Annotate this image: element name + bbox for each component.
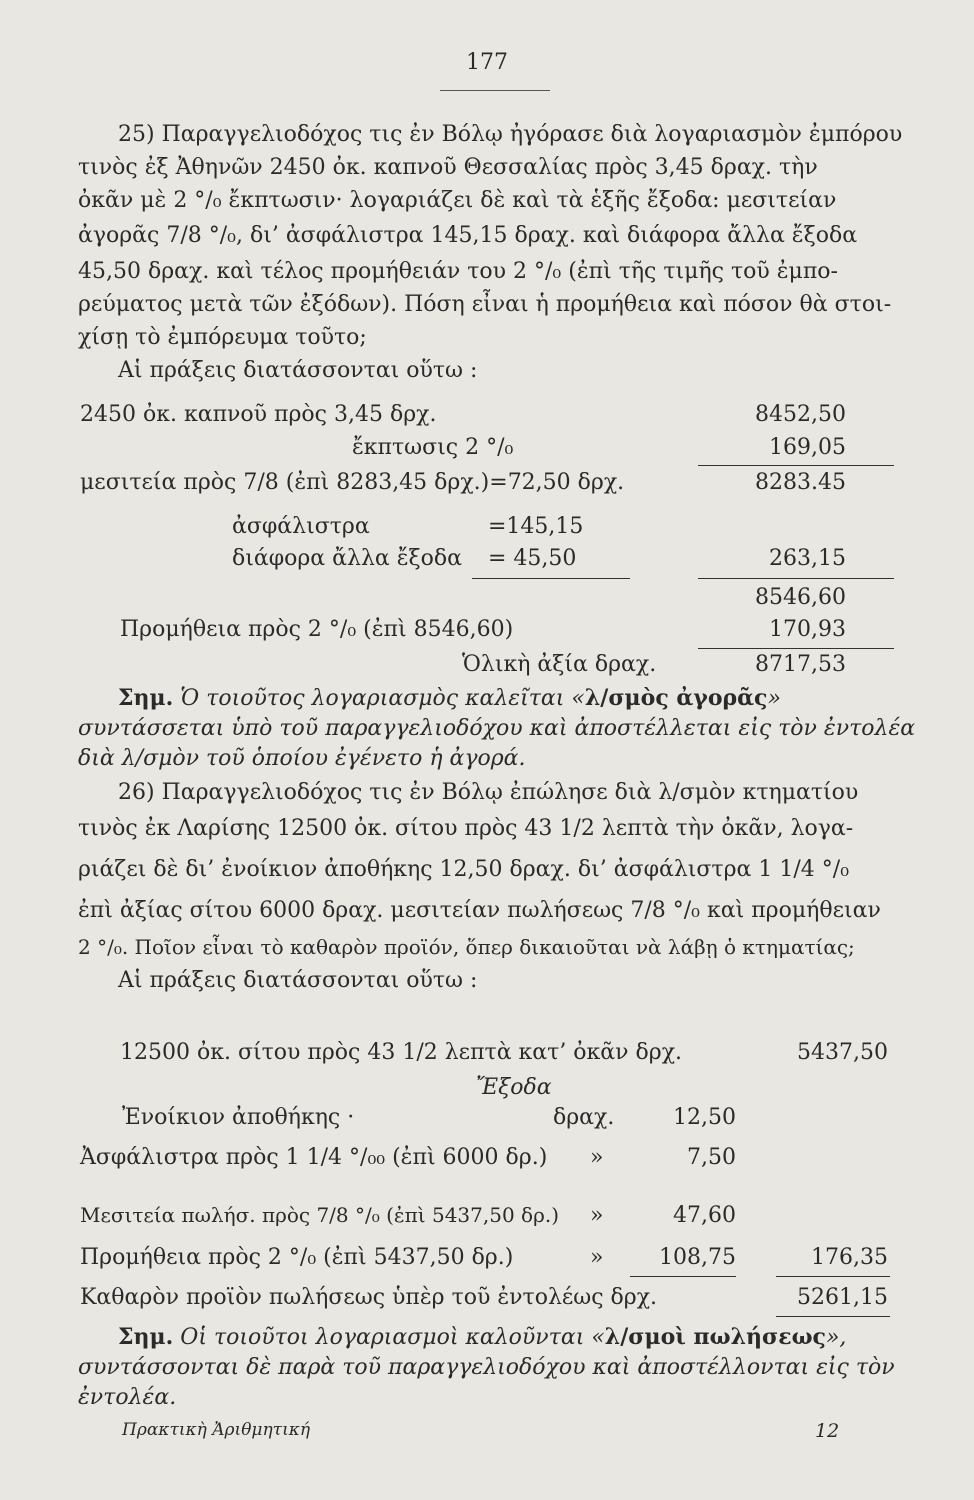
calc26-row6-label: Καθαρὸν προϊὸν πωλήσεως ὑπὲρ τοῦ ἐντολέως δρχ. <box>80 1285 658 1310</box>
text-line: Αἱ πράξεις διατάσσονται οὕτω : <box>118 968 478 993</box>
calc25-row3-label: μεσιτεία πρὸς 7/8 (ἐπὶ 8283,45 δρχ.)=72,50 δρχ. <box>80 470 625 495</box>
sum-rule <box>776 1316 890 1317</box>
note-line: διὰ λ/σμὸν τοῦ ὁποίου ἐγένετο ἡ ἀγορά. <box>78 746 526 771</box>
note-2-term: λ/σμοὶ πωλήσεως <box>604 1324 826 1350</box>
calc25-row1-label: 2450 ὀκ. καπνοῦ πρὸς 3,45 δρχ. <box>80 402 437 427</box>
footer-signature: Πρακτικὴ Ἀριθμητική <box>122 1420 311 1440</box>
calc26-row3-value: 7,50 <box>687 1145 736 1170</box>
note-1 <box>78 683 916 774</box>
calc25-row7-value: 170,93 <box>769 617 846 642</box>
calc25-row5-value: 263,15 <box>769 546 846 571</box>
text-line: χίσῃ τὸ ἐμπόρευμα τοῦτο; <box>78 325 367 350</box>
problem-26-text <box>78 776 898 997</box>
footer-sheet-number: 12 <box>815 1420 840 1442</box>
calc25-row5-mid: = 45,50 <box>488 546 577 571</box>
text-line: ἐπὶ ἀξίας σίτου 6000 δραχ. μεσιτείαν πωλήσεως 7/8 °/₀ καὶ προμήθειαν <box>78 898 881 923</box>
text-line: 2 °/₀. Ποῖον εἶναι τὸ καθαρὸν προϊόν, ὅπερ δικαιοῦται νὰ λάβῃ ὁ κτηματίας; <box>78 935 855 959</box>
note-line: συντάσσεται ὑπὸ τοῦ παραγγελιοδόχου καὶ ἀποστέλλεται εἰς τὸν ἐντολέα <box>78 716 916 741</box>
calc25-row8-value: 8717,53 <box>755 652 846 677</box>
text-line: ὀκᾶν μὲ 2 °/₀ ἔκπτωσιν· λογαριάζει δὲ καὶ τὰ ἑξῆς ἔξοδα: μεσιτείαν <box>78 188 837 213</box>
note-2-lead: Σημ. <box>118 1324 174 1350</box>
calc26-row4-value: 47,60 <box>673 1203 736 1228</box>
calc25-row3-value: 8283.45 <box>755 470 846 495</box>
calc25-row7-label: Προμήθεια πρὸς 2 °/₀ (ἐπὶ 8546,60) <box>120 617 514 642</box>
sum-rule <box>776 1276 890 1277</box>
sum-rule <box>698 578 894 579</box>
page-number-rule <box>440 90 550 91</box>
text-line: τινὸς ἐκ Λαρίσης 12500 ὀκ. σίτου πρὸς 43 1/2 λεπτὰ τὴν ὀκᾶν, λογα- <box>78 816 854 841</box>
text-line: 25) Παραγγελιοδόχος τις ἐν Βόλῳ ἠγόρασε διὰ λογαριασμὸν ἐμπόρου <box>118 122 903 147</box>
calc25-row4-mid: =145,15 <box>488 514 584 539</box>
calc26-row5-unit: » <box>590 1245 604 1270</box>
note-1-close: » <box>767 686 781 711</box>
calc26-row5-label: Προμήθεια πρὸς 2 °/₀ (ἐπὶ 5437,50 δρ.) <box>80 1245 514 1270</box>
calc26-row1-value: 5437,50 <box>797 1040 888 1065</box>
calc25-row5-label: διάφορα ἄλλα ἔξοδα <box>232 546 463 571</box>
page-number: 177 <box>466 50 508 75</box>
text-line: 45,50 δραχ. καὶ τέλος προμήθειάν του 2 °/₀ (ἐπὶ τῆς τιμῆς τοῦ ἐμπο- <box>78 259 838 284</box>
calc26-row2-value: 12,50 <box>673 1105 736 1130</box>
note-1-lead: Σημ. <box>118 685 174 711</box>
sum-rule <box>698 465 894 466</box>
text-line: τινὸς ἐξ Ἀθηνῶν 2450 ὀκ. καπνοῦ Θεσσαλίας πρὸς 3,45 δραχ. τὴν <box>78 155 818 180</box>
calc25-row6-value: 8546,60 <box>755 585 846 610</box>
calc26-row1-label: 12500 ὀκ. σίτου πρὸς 43 1/2 λεπτὰ κατ’ ὀκᾶν δρχ. <box>120 1040 683 1065</box>
problem-25-text <box>78 118 903 387</box>
note-1-term: λ/σμὸς ἀγορᾶς <box>584 685 768 711</box>
note-2-close: », <box>825 1325 847 1350</box>
text-line: ρεύματος μετὰ τῶν ἐξόδων). Πόση εἶναι ἡ προμήθεια καὶ πόσον θὰ στοι- <box>78 292 892 317</box>
calc25-row8-label: Ὁλικὴ ἀξία δραχ. <box>462 652 657 677</box>
note-2 <box>78 1322 898 1413</box>
calc26-row4-unit: » <box>590 1203 604 1228</box>
calc26-row6-value: 5261,15 <box>797 1285 888 1310</box>
calc26-exoda-heading: Ἔξοδα <box>476 1075 552 1100</box>
text-line: 26) Παραγγελιοδόχος τις ἐν Βόλῳ ἐπώλησε διὰ λ/σμὸν κτηματίου <box>118 780 859 805</box>
note-1-text: Ὁ τοιοῦτος λογαριασμὸς καλεῖται « <box>173 686 585 711</box>
calc25-row1-value: 8452,50 <box>755 402 846 427</box>
calc26-row3-unit: » <box>590 1145 604 1170</box>
calc25-row4-label: ἀσφάλιστρα <box>232 514 370 539</box>
calc26-row4-label: Μεσιτεία πωλήσ. πρὸς 7/8 °/₀ (ἐπὶ 5437,50 δρ.) <box>80 1203 560 1227</box>
calc26-row5-value: 108,75 <box>659 1245 736 1270</box>
note-line: ἐντολέα. <box>78 1385 177 1410</box>
calc25-row2-label: ἔκπτωσις 2 °/₀ <box>352 435 514 460</box>
calc26-row5-total: 176,35 <box>811 1245 888 1270</box>
sum-rule <box>630 1276 736 1277</box>
text-line: Αἱ πράξεις διατάσσονται οὕτω : <box>118 358 478 383</box>
calc26-row2-unit: δραχ. <box>553 1105 615 1130</box>
text-line: ριάζει δὲ δι’ ἐνοίκιον ἀποθήκης 12,50 δραχ. δι’ ἀσφάλιστρα 1 1/4 °/₀ <box>78 857 850 882</box>
sum-rule <box>698 648 894 649</box>
calc26-row2-label: Ἐνοίκιον ἀποθήκης · <box>122 1105 355 1130</box>
text-line: ἀγορᾶς 7/8 °/₀, δι’ ἀσφάλιστρα 145,15 δραχ. καὶ διάφορα ἄλλα ἔξοδα <box>78 223 858 248</box>
note-line: συντάσσονται δὲ παρὰ τοῦ παραγγελιοδόχου καὶ ἀποστέλλονται εἰς τὸν <box>78 1355 895 1380</box>
calc25-row2-value: 169,05 <box>769 435 846 460</box>
sum-rule <box>472 578 630 579</box>
calc26-row3-label: Ἀσφάλιστρα πρὸς 1 1/4 °/₀₀ (ἐπὶ 6000 δρ.) <box>80 1145 548 1170</box>
note-2-text: Οἱ τοιοῦτοι λογαριασμοὶ καλοῦνται « <box>173 1325 605 1350</box>
